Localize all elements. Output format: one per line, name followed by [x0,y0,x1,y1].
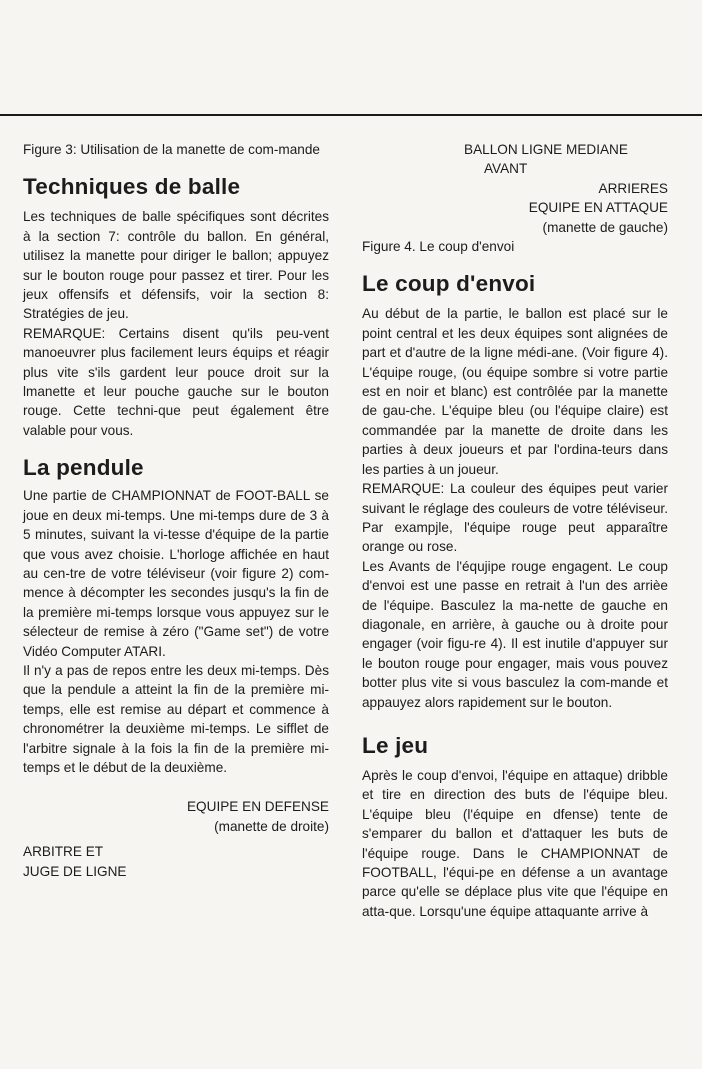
label-juge: JUGE DE LIGNE [23,863,127,879]
figure3-caption: Figure 3: Utilisation de la manette de com-mande [23,142,320,157]
section-title-pendule: La pendule [23,455,144,481]
paragraph-jeu-1: Après le coup d'envoi, l'équipe en attaque) dribble et tire en direction des buts de l'équipe bleu. L'équipe bleu (l'équipe en dfense) tente de s'emparer du ballon et d'attaquer les buts de l'équipe rouge. Dans le CHAMPIONNAT de FOOTBALL, l'équi-pe en défense a un avantage parce qu'elle se déplace plus vite que l'équipe en atta-que. Lorsqu'une équipe attaquante arrive à [362,767,668,919]
section-title-techniques: Techniques de balle [23,174,241,200]
paragraph-coup-envoi-1: Au début de la partie, le ballon est placé sur le point central et les deux équipes sont alignées de part et d'autre de la ligne médi-ane. (Voir figure 4). L'équipe rouge, (ou équipe sombre si votre partie est en noir et blanc) est contrôlée par la manette de gau-che. L'équipe bleu (ou l'équipe claire) est commandée par la manette de droite dans les parties à deux joueurs et par l'ordina-teurs dans les parties à un joueur. [362,306,668,477]
section-title-coup-envoi: Le coup d'envoi [362,271,536,297]
label-avant: AVANT [484,161,528,177]
left-column [23,140,329,881]
paragraph-pendule-1: Une partie de CHAMPIONNAT de FOOT-BALL se joue en deux mi-temps. Une mi-temps dure de 3 à 5 minutes, suivant la vi-tesse d'équipe de la partie que vous avez choisie. L'horloge affichée en haut au cen-tre de votre téléviseur (voir figure 2) com-mence à décompter les secondes jusqu's la fin de la première mi-temps lorsque vous appuyez sur le sélecteur de remise à zéro ("Game set") de votre Vidéo Computer ATARI. [23,488,329,659]
figure4-diagram-labels [362,140,668,237]
label-equipe-attaque: EQUIPE EN ATTAQUE [528,200,668,216]
paragraph-pendule-2: Il n'y a pas de repos entre les deux mi-temps. Dès que la pendule a atteint la fin de la première mi-temps, elle est remise au départ et commence à chronométrer la deuxième mi-temps. Le sifflet de l'arbitre signale à la fois la fin de la première mi-temps et le début de la deuxième. [23,662,329,775]
paragraph-techniques-remarque: REMARQUE: Certains disent qu'ils peu-vent manoeuvrer plus facilement leurs équips et réagir plus vite s'ils gardent leur pouce droit sur la lmanette et leur pouche gauche sur le bouton rouge. Cette techni-que peut également être valable pour vous. [23,325,329,438]
paragraph-techniques-1: Les techniques de balle spécifiques sont décrites à la section 7: contrôle du ballon. En général, utilisez la manette pour diriger le ballon; appuyez sur le bouton rouge pour passez et tirer. Pour les jeux offensifs et défensifs, voir la section 8: Stratégies de jeu. [23,209,329,322]
label-arbitre: ARBITRE ET [23,844,104,860]
paragraph-coup-envoi-3: Les Avants de l'équjipe rouge engagent. Le coup d'envoi est une passe en retrait à l'un des arrièe de l'équipe. Basculez la ma-nette de gauche en diagonale, en arrière, à gauche ou à droite pour engager (voir figu-re 4). Il est inutile d'appuyer sur le bouton rouge pour engager, mais vous pouvez botter plus vite si vous basculez la com-mande et appauyez alors rapidement sur le bouton. [362,558,668,710]
top-rule [0,114,702,116]
paragraph-coup-envoi-remarque: REMARQUE: La couleur des équipes peut varier suivant le réglage des couleurs de votre téléviseur. Par exampjle, l'équipe rouge peut apparaître orange ou rose. [362,481,668,555]
label-manette-droite: (manette de droite) [214,818,329,834]
right-column [362,140,668,921]
label-manette-gauche: (manette de gauche) [542,219,668,235]
figure3-diagram-labels [23,797,329,881]
label-ballon-ligne-mediane: BALLON LIGNE MEDIANE [464,142,628,157]
label-arrieres: ARRIERES [598,180,668,196]
figure4-caption: Figure 4. Le coup d'envoi [362,239,515,255]
label-equipe-defense: EQUIPE EN DEFENSE [186,799,329,815]
section-title-jeu: Le jeu [362,732,429,758]
